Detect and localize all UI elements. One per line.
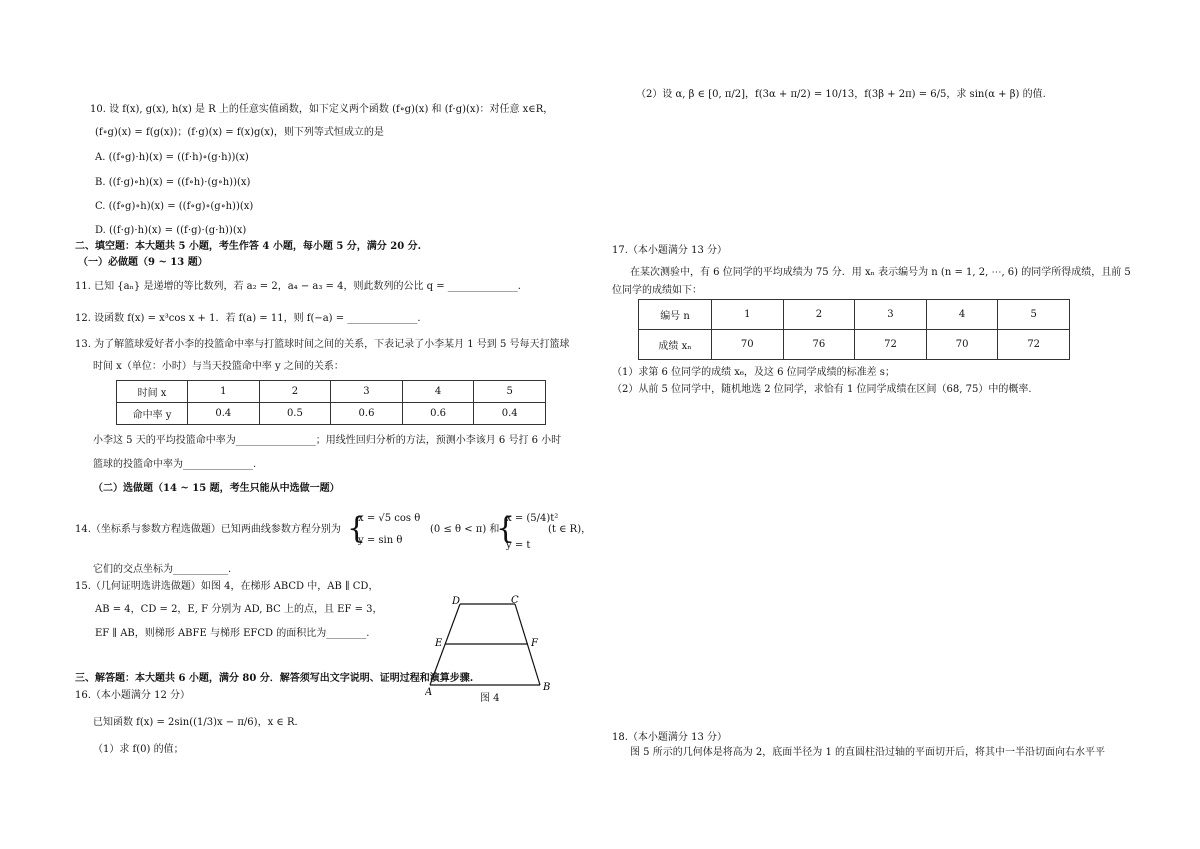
section-2-heading: 二、填空题：本大题共 5 小题，考生作答 4 小题，每小题 5 分，满分 20 分. bbox=[75, 241, 422, 252]
table-cell: 0.4 bbox=[474, 403, 546, 425]
q17-table bbox=[638, 299, 1070, 360]
q14-curve2-y: y = t bbox=[506, 540, 531, 551]
q18-line1: 图 5 所示的几何体是将高为 2，底面半径为 1 的直圆柱沿过轴的平面切开后，将其中一半沿切面向右水平平 bbox=[630, 747, 1105, 758]
q10-option-b: B. ((f⋅g)∘h)(x) = ((f∘h)⋅(g∘h))(x) bbox=[95, 177, 251, 188]
q13-table bbox=[116, 380, 546, 425]
q10-definition: (f∘g)(x) = f(g(x))；(f⋅g)(x) = f(x)g(x)，则下列等式恒成立的是 bbox=[95, 127, 384, 138]
table-cell: 成绩 xₙ bbox=[639, 330, 712, 360]
q17-heading: 17.（本小题满分 13 分） bbox=[612, 245, 727, 256]
table-cell: 70 bbox=[926, 330, 998, 360]
q16-part1: （1）求 f(0) 的值； bbox=[93, 744, 184, 755]
table-cell: 1 bbox=[712, 300, 784, 330]
q15-line1: 15.（几何证明选讲选做题）如图 4，在梯形 ABCD 中，AB ∥ CD， bbox=[75, 581, 379, 592]
optional-heading: （二）选做题（14 ~ 15 题，考生只能从中选做一题） bbox=[93, 483, 340, 494]
q10-option-c: C. ((f∘g)∘h)(x) = ((f∘g)∘(g∘h))(x) bbox=[95, 201, 254, 212]
q16-part2: （2）设 α, β ∈ [0, π/2]，f(3α + π/2) = 10/13，f(3β + 2π) = 6/5，求 sin(α + β) 的值. bbox=[636, 89, 1046, 100]
label-a: A bbox=[425, 687, 433, 698]
q17-part1: （1）求第 6 位同学的成绩 x₆，及这 6 位同学成绩的标准差 s； bbox=[612, 367, 895, 378]
q15-line2: AB = 4，CD = 2，E, F 分别为 AD, BC 上的点，且 EF = 3， bbox=[95, 604, 383, 615]
table-cell: 72 bbox=[998, 330, 1070, 360]
q13-line4: 篮球的投篮命中率为______________. bbox=[93, 459, 257, 470]
section-3-heading: 三、解答题：本大题共 6 小题，满分 80 分．解答须写出文字说明、证明过程和演算步骤. bbox=[75, 673, 474, 684]
table-cell: 命中率 y bbox=[117, 403, 188, 425]
table-cell: 70 bbox=[712, 330, 784, 360]
table-cell: 0.5 bbox=[259, 403, 331, 425]
q14-suffix: (t ∈ R)， bbox=[548, 524, 592, 535]
table-cell: 5 bbox=[998, 300, 1070, 330]
table-cell: 4 bbox=[402, 381, 474, 403]
table-cell: 0.6 bbox=[402, 403, 474, 425]
figure-4-caption: 图 4 bbox=[480, 693, 500, 704]
q14-curve1-x: x = √5 cos θ bbox=[358, 513, 421, 524]
label-c: C bbox=[511, 595, 519, 606]
q16-heading: 16.（本小题满分 12 分） bbox=[75, 690, 190, 701]
q14-curve2-x: x = (5/4)t² bbox=[506, 513, 559, 524]
q10-stem: 10. 设 f(x), g(x), h(x) 是 R 上的任意实值函数，如下定义两个函数 (f∘g)(x) 和 (f⋅g)(x)：对任意 x∈R， bbox=[90, 104, 554, 115]
table-cell: 0.4 bbox=[188, 403, 260, 425]
table-cell: 3 bbox=[855, 300, 927, 330]
table-cell: 时间 x bbox=[117, 381, 188, 403]
label-f: F bbox=[531, 638, 538, 649]
q16-line1: 已知函数 f(x) = 2sin((1/3)x − π/6)，x ∈ R． bbox=[93, 717, 305, 728]
q13-line1: 13. 为了解篮球爱好者小李的投篮命中率与打篮球时间之间的关系，下表记录了小李某月 1 号到 5 号每天打篮球 bbox=[75, 339, 570, 350]
q17-line2: 位同学的成绩如下： bbox=[612, 285, 702, 296]
label-b: B bbox=[543, 682, 551, 693]
table-row bbox=[639, 330, 1070, 360]
q11: 11. 已知 {aₙ} 是递增的等比数列，若 a₂ = 2，a₄ − a₃ = 4，则此数列的公比 q = ______________. bbox=[75, 281, 521, 292]
q14-curve1-y: y = sin θ bbox=[358, 535, 403, 546]
table-cell: 4 bbox=[926, 300, 998, 330]
q18-heading: 18.（本小题满分 13 分） bbox=[612, 732, 727, 743]
table-row bbox=[117, 403, 546, 425]
q12: 12. 设函数 f(x) = x³cos x + 1．若 f(a) = 11，则 f(−a) = ______________. bbox=[75, 313, 421, 324]
q14-prefix: 14.（坐标系与参数方程选做题）已知两曲线参数方程分别为 bbox=[75, 524, 341, 535]
label-d: D bbox=[452, 596, 461, 607]
table-cell: 76 bbox=[783, 330, 855, 360]
q13-line3: 小李这 5 天的平均投篮命中率为________________；用线性回归分析的方法，预测小李该月 6 号打 6 小时 bbox=[93, 435, 562, 446]
table-cell: 1 bbox=[188, 381, 260, 403]
q13-line2: 时间 x（单位：小时）与当天投篮命中率 y 之间的关系： bbox=[93, 361, 344, 372]
table-cell: 2 bbox=[259, 381, 331, 403]
required-heading: （一）必做题（9 ~ 13 题） bbox=[78, 257, 208, 268]
table-row bbox=[639, 300, 1070, 330]
table-cell: 0.6 bbox=[331, 403, 403, 425]
table-cell: 72 bbox=[855, 330, 927, 360]
q15-line3: EF ∥ AB，则梯形 ABFE 与梯形 EFCD 的面积比为________. bbox=[95, 628, 370, 639]
label-e: E bbox=[435, 638, 443, 649]
q10-option-d: D. ((f⋅g)⋅h)(x) = ((f⋅g)⋅(g⋅h))(x) bbox=[95, 225, 247, 236]
brace-2: { bbox=[496, 511, 516, 546]
table-cell: 3 bbox=[331, 381, 403, 403]
brace-1: { bbox=[347, 511, 367, 546]
table-cell: 编号 n bbox=[639, 300, 712, 330]
table-cell: 5 bbox=[474, 381, 546, 403]
table-row bbox=[117, 381, 546, 403]
q10-option-a: A. ((f∘g)⋅h)(x) = ((f⋅h)∘(g⋅h))(x) bbox=[95, 152, 249, 163]
q17-part2: （2）从前 5 位同学中，随机地选 2 位同学，求恰有 1 位同学成绩在区间（68, 75）中的概率. bbox=[612, 384, 1032, 395]
q14-range: (0 ≤ θ < π) 和 bbox=[430, 524, 500, 535]
q14-line2: 它们的交点坐标为___________. bbox=[93, 564, 232, 575]
q17-line1: 在某次测验中，有 6 位同学的平均成绩为 75 分．用 xₙ 表示编号为 n (n = 1, 2, ⋯, 6) 的同学所得成绩，且前 5 bbox=[630, 267, 1131, 278]
table-cell: 2 bbox=[783, 300, 855, 330]
